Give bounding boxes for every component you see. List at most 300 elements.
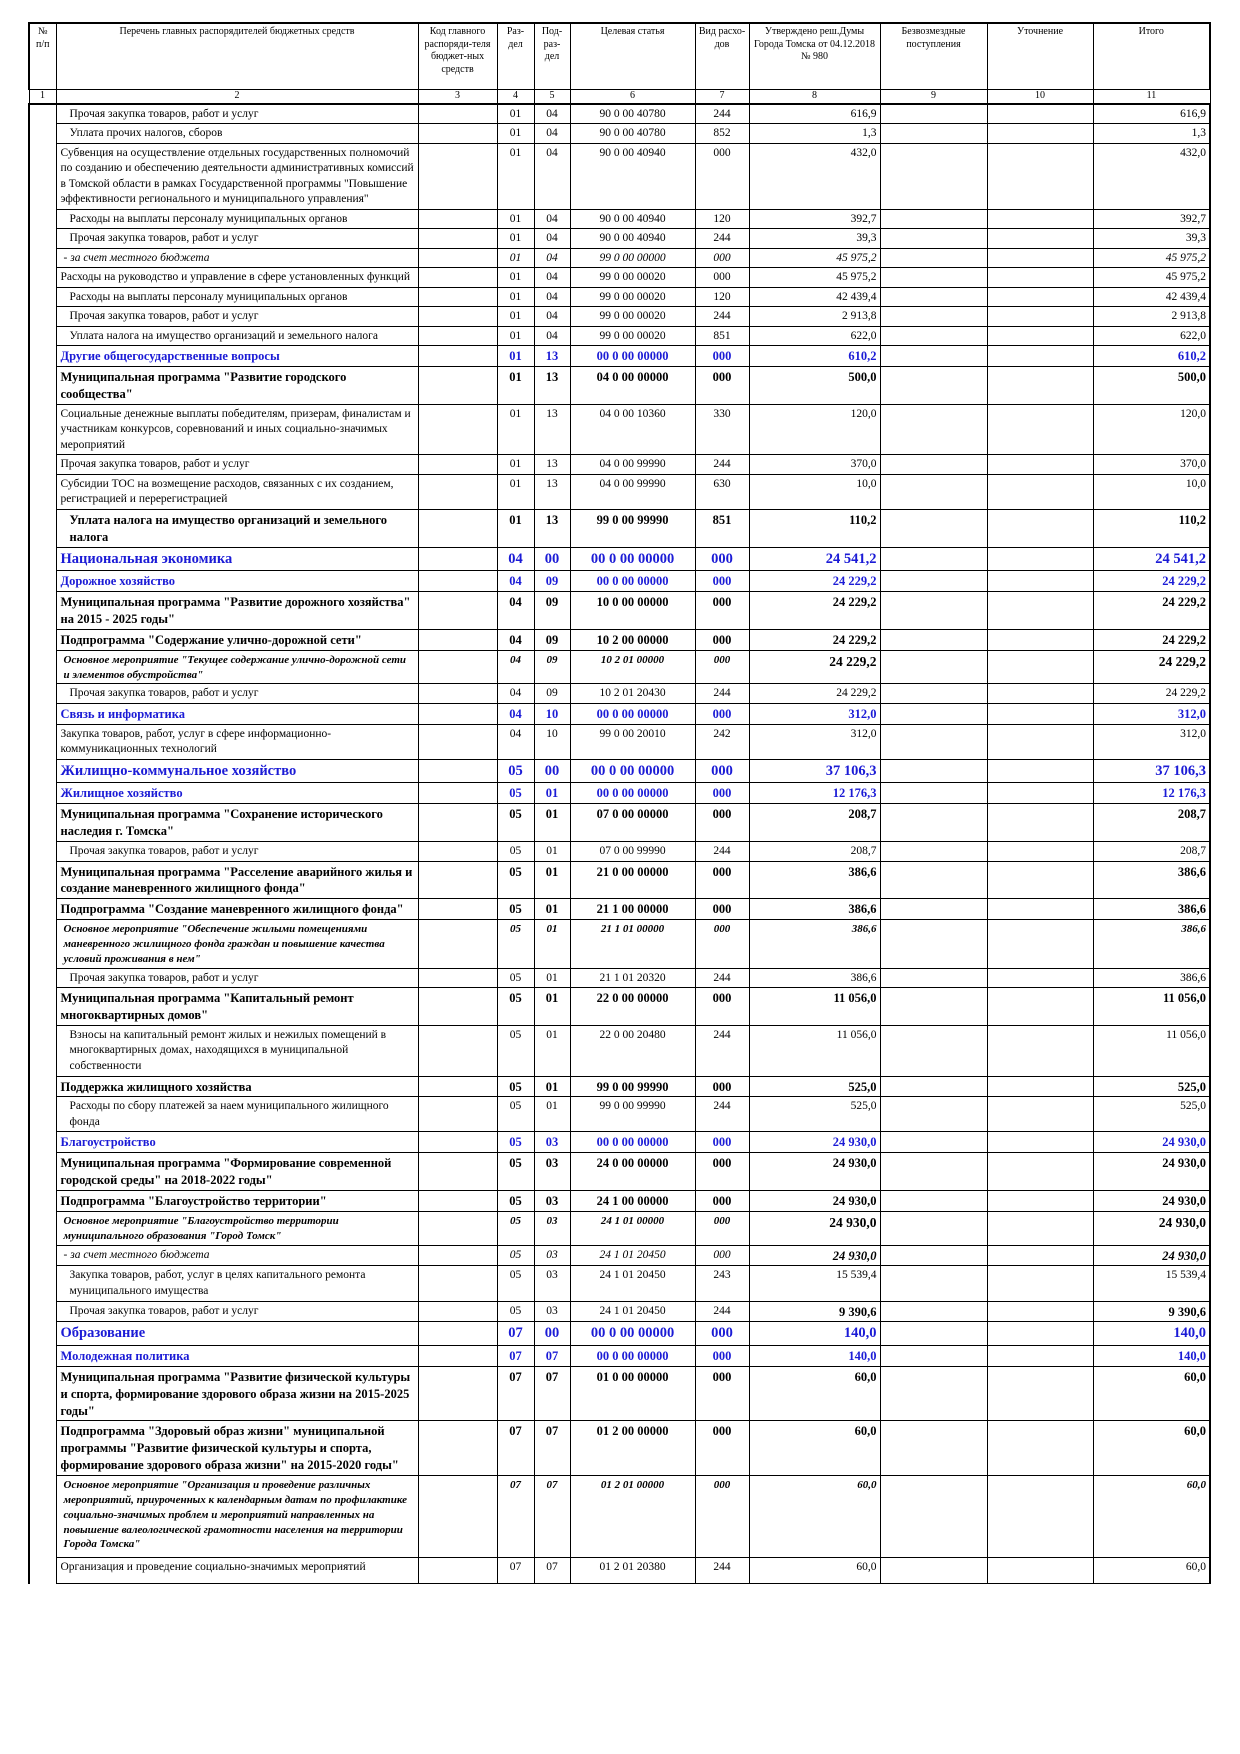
row-gr-code: [418, 592, 497, 630]
row-statya: 21 1 00 00000: [570, 899, 695, 920]
col-number: 8: [749, 90, 880, 104]
row-adjustment: [987, 307, 1093, 327]
row-number-cell: [29, 367, 56, 405]
row-adjustment: [987, 899, 1093, 920]
row-gr-code: [418, 307, 497, 327]
row-statya: 21 1 01 20320: [570, 968, 695, 988]
row-approved: 432,0: [749, 143, 880, 209]
row-number-cell: [29, 1211, 56, 1245]
row-vid: 000: [695, 1191, 749, 1212]
row-total: 610,2: [1093, 346, 1210, 367]
row-name: Жилищно-коммунальное хозяйство: [56, 759, 418, 783]
row-approved: 45 975,2: [749, 268, 880, 288]
row-podrazdel: 01: [534, 842, 570, 862]
row-approved: 110,2: [749, 509, 880, 547]
row-name: Муниципальная программа "Капитальный ремонт многоквартирных домов": [56, 988, 418, 1026]
row-number-cell: [29, 404, 56, 455]
row-razdel: 05: [497, 1211, 534, 1245]
row-grants: [880, 248, 987, 268]
row-statya: 21 1 01 00000: [570, 920, 695, 969]
row-name: Взносы на капитальный ремонт жилых и нежилых помещений в многоквартирных домах, находящихся в муниципальной собственности: [56, 1025, 418, 1076]
row-number-cell: [29, 968, 56, 988]
row-number-cell: [29, 759, 56, 783]
row-podrazdel: 04: [534, 307, 570, 327]
row-total: 24 930,0: [1093, 1132, 1210, 1153]
row-grants: [880, 104, 987, 124]
col-number: 6: [570, 90, 695, 104]
row-podrazdel: 04: [534, 143, 570, 209]
row-number-cell: [29, 804, 56, 842]
row-podrazdel: 13: [534, 474, 570, 509]
row-podrazdel: 13: [534, 367, 570, 405]
row-statya: 00 0 00 00000: [570, 346, 695, 367]
row-approved: 9 390,6: [749, 1301, 880, 1322]
row-razdel: 05: [497, 861, 534, 899]
row-vid: 244: [695, 455, 749, 475]
row-name: Муниципальная программа "Развитие физической культуры и спорта, формирование здорового образа жизни на 2015-2025 годы": [56, 1366, 418, 1421]
row-vid: 000: [695, 1366, 749, 1421]
row-number-cell: [29, 1191, 56, 1212]
table-row: [29, 861, 1210, 899]
row-grants: [880, 1211, 987, 1245]
row-podrazdel: 03: [534, 1153, 570, 1191]
row-approved: 120,0: [749, 404, 880, 455]
row-adjustment: [987, 968, 1093, 988]
table-row: [29, 1245, 1210, 1266]
row-vid: 244: [695, 307, 749, 327]
row-podrazdel: 13: [534, 404, 570, 455]
row-grants: [880, 629, 987, 650]
row-gr-code: [418, 229, 497, 249]
row-number-cell: [29, 988, 56, 1026]
row-gr-code: [418, 1301, 497, 1322]
table-row: [29, 968, 1210, 988]
row-name: Муниципальная программа "Расселение аварийного жилья и создание маневренного жилищного фонда": [56, 861, 418, 899]
row-total: 60,0: [1093, 1421, 1210, 1476]
row-gr-code: [418, 404, 497, 455]
row-statya: 22 0 00 20480: [570, 1025, 695, 1076]
row-podrazdel: 09: [534, 592, 570, 630]
row-vid: 000: [695, 571, 749, 592]
table-row: [29, 571, 1210, 592]
row-podrazdel: 00: [534, 759, 570, 783]
budget-table: [28, 22, 1211, 1584]
row-name: Жилищное хозяйство: [56, 783, 418, 804]
row-name: Прочая закупка товаров, работ и услуг: [56, 455, 418, 475]
row-total: 525,0: [1093, 1076, 1210, 1097]
row-vid: 000: [695, 1132, 749, 1153]
row-total: 60,0: [1093, 1476, 1210, 1558]
table-row: [29, 899, 1210, 920]
row-total: 386,6: [1093, 968, 1210, 988]
row-number-cell: [29, 571, 56, 592]
row-name: Расходы на выплаты персоналу муниципальных органов: [56, 209, 418, 229]
row-name: Прочая закупка товаров, работ и услуг: [56, 307, 418, 327]
row-total: 11 056,0: [1093, 988, 1210, 1026]
table-row: [29, 842, 1210, 862]
row-podrazdel: 03: [534, 1245, 570, 1266]
row-adjustment: [987, 1211, 1093, 1245]
row-vid: 000: [695, 143, 749, 209]
row-vid: 243: [695, 1266, 749, 1301]
row-podrazdel: 04: [534, 104, 570, 124]
row-grants: [880, 1191, 987, 1212]
row-vid: 000: [695, 783, 749, 804]
col-number: 11: [1093, 90, 1210, 104]
row-razdel: 01: [497, 248, 534, 268]
row-grants: [880, 920, 987, 969]
row-gr-code: [418, 759, 497, 783]
row-podrazdel: 07: [534, 1421, 570, 1476]
row-grants: [880, 1076, 987, 1097]
row-razdel: 04: [497, 724, 534, 759]
row-grants: [880, 1132, 987, 1153]
row-adjustment: [987, 571, 1093, 592]
row-podrazdel: 10: [534, 724, 570, 759]
row-gr-code: [418, 209, 497, 229]
row-name: Прочая закупка товаров, работ и услуг: [56, 684, 418, 704]
row-gr-code: [418, 346, 497, 367]
row-name: Национальная экономика: [56, 547, 418, 571]
row-gr-code: [418, 1132, 497, 1153]
row-podrazdel: 10: [534, 703, 570, 724]
row-gr-code: [418, 455, 497, 475]
row-number-cell: [29, 1476, 56, 1558]
row-statya: 07 0 00 00000: [570, 804, 695, 842]
row-gr-code: [418, 1097, 497, 1132]
row-name: Организация и проведение социально-значимых мероприятий: [56, 1558, 418, 1584]
row-vid: 000: [695, 861, 749, 899]
row-adjustment: [987, 248, 1093, 268]
row-statya: 07 0 00 99990: [570, 842, 695, 862]
row-name: Расходы на выплаты персоналу муниципальных органов: [56, 287, 418, 307]
row-number-cell: [29, 209, 56, 229]
table-row: [29, 1366, 1210, 1421]
row-total: 24 229,2: [1093, 592, 1210, 630]
row-name: Социальные денежные выплаты победителям, призерам, финалистам и участникам конкурсов, соревнований и иных социально-значимых мероприятий: [56, 404, 418, 455]
col-header-adjustment: Уточнение: [987, 23, 1093, 90]
row-adjustment: [987, 842, 1093, 862]
row-adjustment: [987, 650, 1093, 684]
row-approved: 610,2: [749, 346, 880, 367]
row-approved: 392,7: [749, 209, 880, 229]
row-grants: [880, 1245, 987, 1266]
row-total: 432,0: [1093, 143, 1210, 209]
row-vid: 000: [695, 1421, 749, 1476]
table-row: [29, 1322, 1210, 1346]
row-gr-code: [418, 268, 497, 288]
row-number-cell: [29, 684, 56, 704]
row-name: Другие общегосударственные вопросы: [56, 346, 418, 367]
row-number-cell: [29, 1322, 56, 1346]
row-total: 525,0: [1093, 1097, 1210, 1132]
row-vid: 244: [695, 842, 749, 862]
row-adjustment: [987, 1558, 1093, 1584]
row-number-cell: [29, 842, 56, 862]
header-row: [29, 23, 1210, 90]
row-vid: 000: [695, 1245, 749, 1266]
row-grants: [880, 842, 987, 862]
row-total: 140,0: [1093, 1345, 1210, 1366]
row-total: 1,3: [1093, 124, 1210, 144]
table-row: [29, 783, 1210, 804]
row-number-cell: [29, 1025, 56, 1076]
row-adjustment: [987, 104, 1093, 124]
table-row: [29, 248, 1210, 268]
row-vid: 244: [695, 1558, 749, 1584]
row-adjustment: [987, 592, 1093, 630]
row-number-cell: [29, 124, 56, 144]
row-gr-code: [418, 143, 497, 209]
row-name: Подпрограмма "Здоровый образ жизни" муниципальной программы "Развитие физической культуры и спорта, формирование здорового образа жизни" на 2015-2020 годы": [56, 1421, 418, 1476]
row-name: - за счет местного бюджета: [56, 248, 418, 268]
row-name: Уплата прочих налогов, сборов: [56, 124, 418, 144]
row-vid: 000: [695, 920, 749, 969]
row-total: 208,7: [1093, 804, 1210, 842]
row-approved: 37 106,3: [749, 759, 880, 783]
row-gr-code: [418, 684, 497, 704]
row-number-cell: [29, 1366, 56, 1421]
row-number-cell: [29, 650, 56, 684]
row-gr-code: [418, 1153, 497, 1191]
row-podrazdel: 07: [534, 1476, 570, 1558]
row-statya: 24 1 01 00000: [570, 1211, 695, 1245]
row-name: Прочая закупка товаров, работ и услуг: [56, 1301, 418, 1322]
row-total: 622,0: [1093, 326, 1210, 346]
row-razdel: 05: [497, 920, 534, 969]
row-grants: [880, 1476, 987, 1558]
row-number-cell: [29, 724, 56, 759]
row-razdel: 07: [497, 1345, 534, 1366]
row-gr-code: [418, 571, 497, 592]
table-row: [29, 124, 1210, 144]
row-podrazdel: 04: [534, 124, 570, 144]
row-vid: 244: [695, 684, 749, 704]
row-podrazdel: 07: [534, 1558, 570, 1584]
row-razdel: 05: [497, 804, 534, 842]
row-statya: 00 0 00 00000: [570, 783, 695, 804]
row-vid: 244: [695, 229, 749, 249]
table-row: [29, 1211, 1210, 1245]
row-podrazdel: 04: [534, 229, 570, 249]
row-total: 208,7: [1093, 842, 1210, 862]
row-approved: 24 930,0: [749, 1245, 880, 1266]
row-podrazdel: 01: [534, 1076, 570, 1097]
table-row: [29, 724, 1210, 759]
row-vid: 851: [695, 326, 749, 346]
row-adjustment: [987, 326, 1093, 346]
row-gr-code: [418, 326, 497, 346]
row-number-cell: [29, 920, 56, 969]
row-adjustment: [987, 1076, 1093, 1097]
row-vid: 000: [695, 899, 749, 920]
row-approved: 622,0: [749, 326, 880, 346]
table-row: [29, 474, 1210, 509]
row-number-cell: [29, 474, 56, 509]
row-adjustment: [987, 684, 1093, 704]
row-total: 386,6: [1093, 920, 1210, 969]
row-approved: 60,0: [749, 1366, 880, 1421]
row-name: Закупка товаров, работ, услуг в целях капитального ремонта муниципального имущества: [56, 1266, 418, 1301]
row-total: 616,9: [1093, 104, 1210, 124]
row-gr-code: [418, 509, 497, 547]
row-podrazdel: 01: [534, 988, 570, 1026]
row-statya: 22 0 00 00000: [570, 988, 695, 1026]
row-adjustment: [987, 547, 1093, 571]
row-total: 120,0: [1093, 404, 1210, 455]
row-name: Прочая закупка товаров, работ и услуг: [56, 229, 418, 249]
row-grants: [880, 287, 987, 307]
row-razdel: 01: [497, 509, 534, 547]
row-adjustment: [987, 1245, 1093, 1266]
row-razdel: 01: [497, 124, 534, 144]
row-number-cell: [29, 104, 56, 124]
col-number: 7: [695, 90, 749, 104]
row-grants: [880, 547, 987, 571]
row-grants: [880, 509, 987, 547]
row-statya: 99 0 00 20010: [570, 724, 695, 759]
row-adjustment: [987, 783, 1093, 804]
table-row: [29, 455, 1210, 475]
row-statya: 90 0 00 40940: [570, 209, 695, 229]
row-adjustment: [987, 509, 1093, 547]
row-statya: 21 0 00 00000: [570, 861, 695, 899]
row-vid: 000: [695, 1322, 749, 1346]
table-row: [29, 287, 1210, 307]
row-adjustment: [987, 629, 1093, 650]
row-statya: 99 0 00 99990: [570, 1076, 695, 1097]
row-razdel: 05: [497, 1245, 534, 1266]
table-row: [29, 268, 1210, 288]
row-gr-code: [418, 1558, 497, 1584]
row-podrazdel: 07: [534, 1345, 570, 1366]
table-row: [29, 1266, 1210, 1301]
row-vid: 000: [695, 367, 749, 405]
table-row: [29, 307, 1210, 327]
row-statya: 00 0 00 00000: [570, 571, 695, 592]
row-approved: 386,6: [749, 968, 880, 988]
table-row: [29, 592, 1210, 630]
row-total: 24 229,2: [1093, 650, 1210, 684]
row-adjustment: [987, 1132, 1093, 1153]
row-gr-code: [418, 724, 497, 759]
row-statya: 90 0 00 40940: [570, 229, 695, 249]
row-approved: 370,0: [749, 455, 880, 475]
row-vid: 244: [695, 104, 749, 124]
row-statya: 10 2 01 00000: [570, 650, 695, 684]
col-number: 3: [418, 90, 497, 104]
row-number-cell: [29, 268, 56, 288]
row-razdel: 05: [497, 1191, 534, 1212]
row-razdel: 05: [497, 1153, 534, 1191]
row-razdel: 05: [497, 1266, 534, 1301]
row-total: 45 975,2: [1093, 268, 1210, 288]
row-total: 24 229,2: [1093, 571, 1210, 592]
row-razdel: 04: [497, 592, 534, 630]
row-vid: 000: [695, 248, 749, 268]
row-statya: 24 1 01 20450: [570, 1301, 695, 1322]
row-total: 370,0: [1093, 455, 1210, 475]
row-grants: [880, 143, 987, 209]
col-header-total: Итого: [1093, 23, 1210, 90]
row-adjustment: [987, 455, 1093, 475]
row-approved: 15 539,4: [749, 1266, 880, 1301]
row-total: 45 975,2: [1093, 248, 1210, 268]
row-podrazdel: 13: [534, 346, 570, 367]
row-approved: 208,7: [749, 804, 880, 842]
row-statya: 99 0 00 00020: [570, 287, 695, 307]
row-approved: 39,3: [749, 229, 880, 249]
row-vid: 000: [695, 759, 749, 783]
row-podrazdel: 03: [534, 1132, 570, 1153]
row-name: Муниципальная программа "Формирование современной городской среды" на 2018-2022 годы": [56, 1153, 418, 1191]
col-header-statya: Целевая статья: [570, 23, 695, 90]
row-gr-code: [418, 248, 497, 268]
row-grants: [880, 1266, 987, 1301]
row-statya: 24 1 00 00000: [570, 1191, 695, 1212]
table-row: [29, 650, 1210, 684]
row-gr-code: [418, 804, 497, 842]
row-name: Прочая закупка товаров, работ и услуг: [56, 842, 418, 862]
column-numbers-row: [29, 90, 1210, 104]
row-podrazdel: 01: [534, 920, 570, 969]
row-statya: 99 0 00 00020: [570, 326, 695, 346]
row-approved: 45 975,2: [749, 248, 880, 268]
row-podrazdel: 03: [534, 1266, 570, 1301]
row-name: Основное мероприятие "Обеспечение жилыми помещениями маневренного жилищного фонда граждан и повышение качества условий проживания в нем": [56, 920, 418, 969]
row-number-cell: [29, 248, 56, 268]
row-podrazdel: 04: [534, 209, 570, 229]
row-number-cell: [29, 143, 56, 209]
row-podrazdel: 03: [534, 1191, 570, 1212]
col-header-razdel: Раз-дел: [497, 23, 534, 90]
row-adjustment: [987, 988, 1093, 1026]
row-number-cell: [29, 703, 56, 724]
row-statya: 90 0 00 40780: [570, 104, 695, 124]
row-razdel: 01: [497, 143, 534, 209]
row-approved: 2 913,8: [749, 307, 880, 327]
row-podrazdel: 00: [534, 547, 570, 571]
col-header-gr-code: Код главного распоряди-теля бюджет-ных средств: [418, 23, 497, 90]
row-vid: 000: [695, 1345, 749, 1366]
table-row: [29, 804, 1210, 842]
row-total: 24 930,0: [1093, 1245, 1210, 1266]
row-podrazdel: 01: [534, 968, 570, 988]
row-gr-code: [418, 124, 497, 144]
table-row: [29, 1132, 1210, 1153]
row-total: 312,0: [1093, 724, 1210, 759]
row-approved: 312,0: [749, 724, 880, 759]
row-gr-code: [418, 1211, 497, 1245]
col-number: 2: [56, 90, 418, 104]
row-grants: [880, 783, 987, 804]
row-statya: 00 0 00 00000: [570, 1345, 695, 1366]
row-number-cell: [29, 1558, 56, 1584]
row-adjustment: [987, 229, 1093, 249]
row-grants: [880, 724, 987, 759]
row-adjustment: [987, 920, 1093, 969]
row-gr-code: [418, 1322, 497, 1346]
table-row: [29, 229, 1210, 249]
table-row: [29, 104, 1210, 124]
row-gr-code: [418, 287, 497, 307]
row-gr-code: [418, 547, 497, 571]
row-vid: 242: [695, 724, 749, 759]
row-name: Подпрограмма "Создание маневренного жилищного фонда": [56, 899, 418, 920]
col-header-name: Перечень главных распорядителей бюджетных средств: [56, 23, 418, 90]
row-gr-code: [418, 1345, 497, 1366]
row-podrazdel: 01: [534, 1025, 570, 1076]
